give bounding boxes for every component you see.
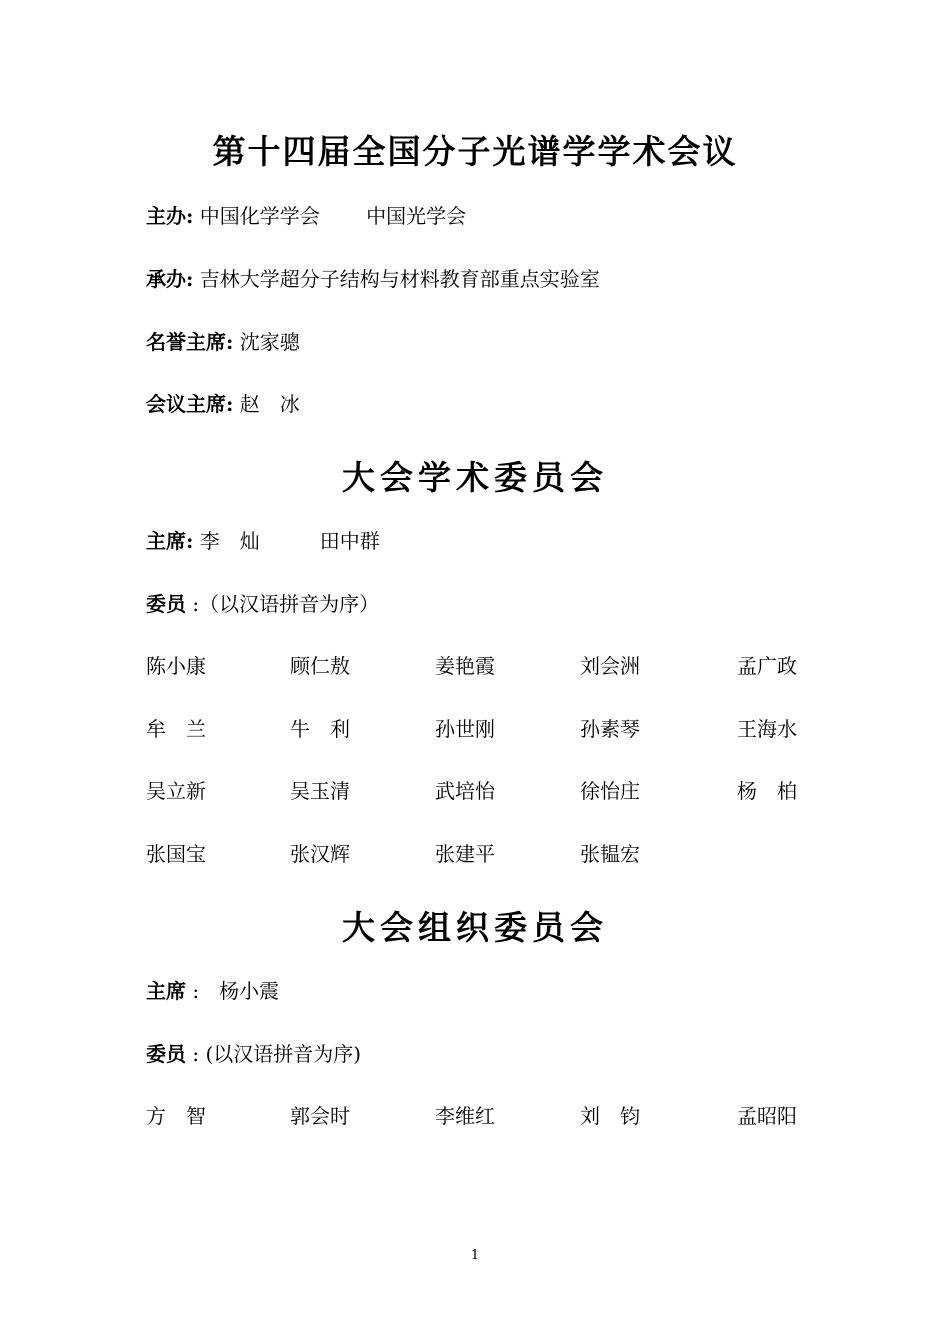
academic-members-line	[146, 588, 379, 617]
member-name: 陈小康	[146, 654, 206, 678]
member-name: 武培怡	[435, 779, 495, 803]
member-name: 刘 钧	[580, 1104, 640, 1128]
member-name: 牛 利	[290, 717, 350, 741]
organizer-line	[146, 263, 600, 292]
organizing-members-label: 委员	[146, 1042, 186, 1066]
member-row	[0, 1100, 950, 1130]
conference-title: 第十四届全国分子光谱学学术会议	[212, 132, 738, 171]
member-name: 郭会时	[290, 1104, 350, 1128]
member-name: 张韫宏	[580, 842, 640, 866]
member-name: 孙世刚	[435, 717, 495, 741]
conference-chair-label: 会议主席:	[146, 392, 234, 416]
member-name: 姜艳霞	[435, 654, 495, 678]
member-name: 孟广政	[737, 654, 797, 678]
host-value: 中国化学学会 中国光学会	[199, 204, 467, 228]
member-name: 杨 柏	[737, 779, 797, 803]
member-name: 张国宝	[146, 842, 206, 866]
member-name: 孙素琴	[580, 717, 640, 741]
organizing-chair-line	[146, 975, 279, 1004]
organizing-chair-value: : 杨小震	[192, 979, 280, 1003]
member-name: 方 智	[146, 1104, 206, 1128]
academic-chair-value: 李 灿 田中群	[199, 529, 380, 553]
organizing-chair-label: 主席	[146, 979, 186, 1003]
conference-chair-line	[146, 388, 300, 417]
member-row	[0, 713, 950, 743]
page-number: 1	[470, 1248, 480, 1263]
member-name: 吴立新	[146, 779, 206, 803]
organizing-members-line	[146, 1038, 361, 1067]
organizer-label: 承办:	[146, 267, 194, 291]
organizing-committee-heading: 大会组织委员会	[342, 908, 608, 947]
host-label: 主办:	[146, 204, 194, 228]
member-row	[0, 775, 950, 805]
organizing-members-note: : (以汉语拼音为序)	[192, 1042, 362, 1066]
honorary-chair-label: 名誉主席:	[146, 330, 234, 354]
member-name: 牟 兰	[146, 717, 206, 741]
academic-chair-line	[146, 525, 380, 554]
honorary-chair-line	[146, 326, 300, 355]
conference-chair-value: 赵 冰	[239, 392, 300, 416]
member-name: 吴玉清	[290, 779, 350, 803]
academic-committee-heading: 大会学术委员会	[342, 458, 608, 497]
member-name: 徐怡庄	[580, 779, 640, 803]
honorary-chair-value: 沈家骢	[239, 330, 300, 354]
member-name: 王海水	[737, 717, 797, 741]
academic-members-note: :（以汉语拼音为序）	[192, 592, 380, 616]
member-name: 张建平	[435, 842, 495, 866]
member-name: 张汉辉	[290, 842, 350, 866]
member-name: 孟昭阳	[737, 1104, 797, 1128]
member-name: 李维红	[435, 1104, 495, 1128]
organizer-value: 吉林大学超分子结构与材料教育部重点实验室	[199, 267, 600, 291]
host-line	[146, 200, 466, 229]
member-name: 刘会洲	[580, 654, 640, 678]
member-row	[0, 838, 950, 868]
member-row	[0, 650, 950, 680]
academic-chair-label: 主席:	[146, 529, 194, 553]
member-name: 顾仁敖	[290, 654, 350, 678]
academic-members-label: 委员	[146, 592, 186, 616]
